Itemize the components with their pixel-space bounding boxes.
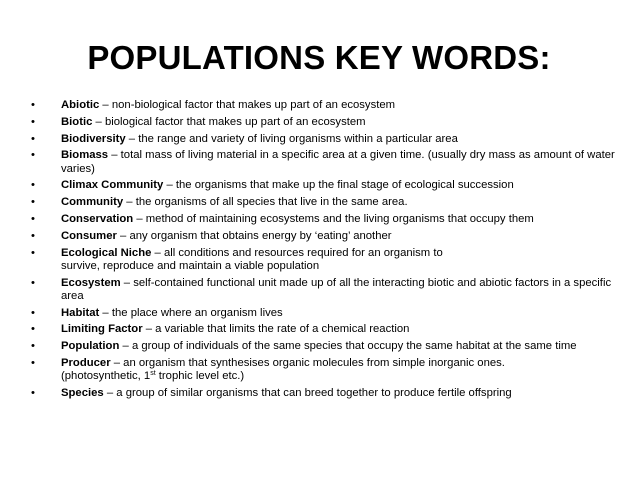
bullet-icon: • <box>31 246 35 259</box>
term-definition: total mass of living material in a specific area at a given time. (usually dry mass as amount of water varies) <box>61 149 615 175</box>
list-item <box>31 277 621 303</box>
bullet-icon: • <box>31 386 35 399</box>
list-item <box>31 116 621 129</box>
term-separator: – <box>151 246 164 259</box>
term-separator: – <box>99 306 112 319</box>
list-item <box>31 323 621 336</box>
term-name: Consumer <box>61 229 117 242</box>
bullet-icon: • <box>31 306 35 319</box>
term-definition: a group of individuals of the same species that occupy the same habitat at the same time <box>131 340 577 353</box>
bullet-icon: • <box>31 196 35 209</box>
term-definition: non-biological factor that makes up part of an ecosystem <box>111 99 396 111</box>
list-item <box>31 213 621 226</box>
term-name: Biomass <box>61 149 109 162</box>
term-definition: a group of similar organisms that can breed together to produce fertile offspring <box>116 386 512 399</box>
term-name: Conservation <box>61 212 134 225</box>
term-definition: all conditions and resources required for an organism to <box>163 246 443 259</box>
list-item <box>31 133 621 146</box>
bullet-icon: • <box>31 149 35 162</box>
bullet-icon: • <box>31 323 35 336</box>
list-item <box>31 196 621 209</box>
term-name: Biotic <box>61 115 93 128</box>
bullet-icon: • <box>31 212 35 225</box>
term-separator: – <box>163 179 176 192</box>
list-item <box>31 247 621 273</box>
term-definition: the organisms of all species that live in the same area. <box>135 196 408 209</box>
bullet-icon: • <box>31 115 35 128</box>
term-name: Biodiversity <box>61 132 126 145</box>
term-name: Limiting Factor <box>61 323 143 336</box>
term-name: Community <box>61 196 124 209</box>
list-item <box>31 179 621 192</box>
term-name: Ecological Niche <box>61 246 152 259</box>
term-definition: the range and variety of living organisms within a particular area <box>138 132 458 145</box>
term-name: Species <box>61 386 104 399</box>
term-name: Abiotic <box>61 99 100 111</box>
term-definition: method of maintaining ecosystems and the living organisms that occupy them <box>145 212 534 225</box>
bullet-icon: • <box>31 229 35 242</box>
bullet-icon: • <box>31 132 35 145</box>
term-separator: – <box>110 356 124 369</box>
term-separator: – <box>120 276 134 289</box>
list-item <box>31 149 621 175</box>
term-separator: – <box>108 149 121 162</box>
term-definition: biological factor that makes up part of an ecosystem <box>104 115 366 128</box>
list-item <box>31 387 621 400</box>
list-item <box>31 357 621 383</box>
bullet-icon: • <box>31 356 35 369</box>
bullet-icon: • <box>31 99 35 111</box>
term-name: Habitat <box>61 306 100 319</box>
term-definition: the organisms that make up the final stage of ecological succession <box>175 179 514 192</box>
term-definition: an organism that synthesises organic molecules from simple inorganic ones. <box>123 356 505 369</box>
term-definition: any organism that obtains energy by ‘eating’ another <box>129 229 392 242</box>
list-item <box>31 230 621 243</box>
term-name: Producer <box>61 356 111 369</box>
term-name: Population <box>61 340 120 353</box>
term-separator: – <box>123 196 136 209</box>
term-separator: – <box>119 340 132 353</box>
list-item <box>31 340 621 353</box>
term-definition-continued: (photosynthetic, 1 <box>61 370 151 383</box>
term-separator: – <box>103 386 117 399</box>
term-definition: self-contained functional unit made up of all the interacting biotic and abiotic factors in a specific area <box>61 276 612 302</box>
term-separator: – <box>92 115 105 128</box>
bullet-icon: • <box>31 276 35 289</box>
term-separator: – <box>125 132 139 145</box>
term-name: Ecosystem <box>61 276 121 289</box>
key-words-list <box>31 99 621 404</box>
term-definition: a variable that limits the rate of a chemical reaction <box>155 323 410 336</box>
list-item <box>31 99 621 112</box>
bullet-icon: • <box>31 179 35 192</box>
term-definition: the place where an organism lives <box>111 306 283 319</box>
term-name: Climax Community <box>61 179 164 192</box>
term-definition-continued-end: trophic level etc.) <box>155 370 245 383</box>
term-definition-continued: survive, reproduce and maintain a viable population <box>61 259 320 272</box>
list-item <box>31 307 621 320</box>
term-separator: – <box>116 229 130 242</box>
term-separator: – <box>99 99 112 111</box>
bullet-icon: • <box>31 340 35 353</box>
term-separator: – <box>133 212 146 225</box>
ordinal-suffix: st <box>150 370 156 378</box>
term-separator: – <box>142 323 156 336</box>
page-title: POPULATIONS KEY WORDS: <box>87 39 551 76</box>
